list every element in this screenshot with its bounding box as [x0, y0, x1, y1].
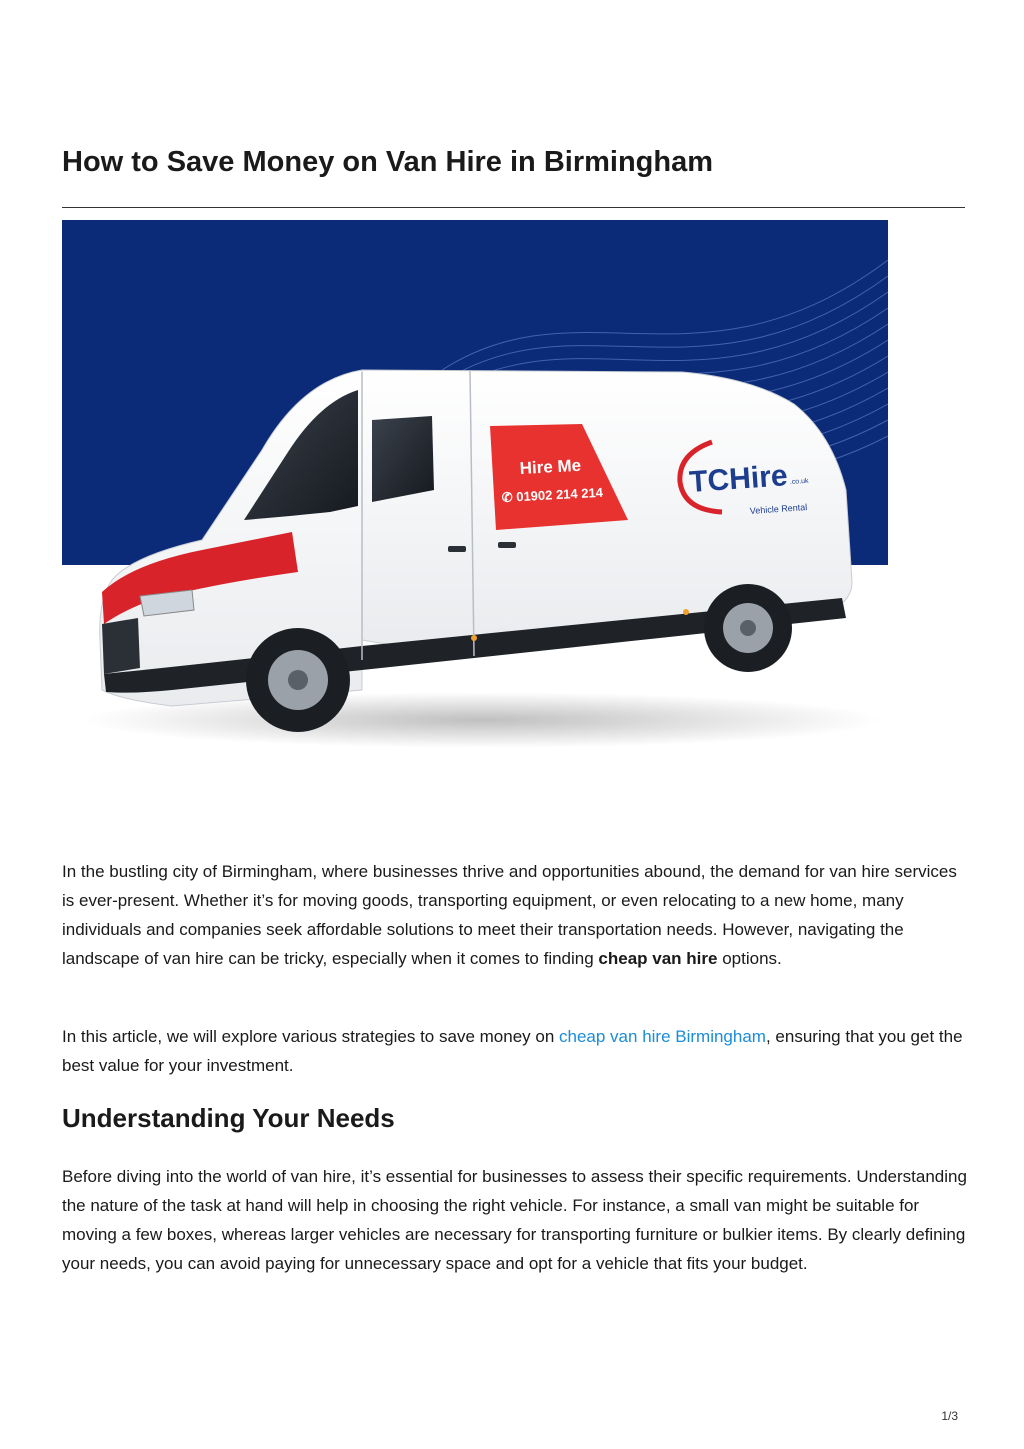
- intro-paragraph: In the bustling city of Birmingham, where businesses thrive and opportunities abound, the demand for van hire services is ever-present. Whether it’s for moving goods, transporting equipment, or even relocating to a new home, many individuals and companies seek affordable solutions to meet their transportation needs. However, navigating the landscape of van hire can be tricky, especially when it comes to finding cheap van hire options.: [62, 862, 957, 968]
- strategy-paragraph: In this article, we will explore various strategies to save money on cheap van hire Birmingham, ensuring that you get the best value for your investment.: [62, 1027, 963, 1075]
- svg-text:TCHire: TCHire: [688, 459, 789, 499]
- hero-image: [62, 220, 888, 826]
- svg-text:✆ 01902 214 214: ✆ 01902 214 214: [501, 484, 604, 505]
- bold-keyword: cheap van hire: [598, 949, 718, 968]
- title-divider: [62, 207, 965, 208]
- svg-text:Vehicle Rental: Vehicle Rental: [749, 502, 808, 516]
- svg-text:.co.uk: .co.uk: [789, 477, 809, 486]
- page-title: How to Save Money on Van Hire in Birmingham: [62, 146, 713, 178]
- section-heading: Understanding Your Needs: [62, 1103, 395, 1133]
- needs-paragraph: Before diving into the world of van hire, it’s essential for businesses to assess their specific requirements. Understanding the nature of the task at hand will help in choosing the right vehicle. For instance, a small van might be suitable for moving a few boxes, whereas larger vehicles are necessary for transporting furniture or bulkier items. By clearly defining your needs, you can avoid paying for unnecessary space and opt for a vehicle that fits your budget.: [62, 1167, 967, 1273]
- cheap-van-hire-link[interactable]: cheap van hire Birmingham: [559, 1027, 766, 1046]
- svg-text:Hire Me: Hire Me: [519, 455, 582, 478]
- page-number: 1/3: [941, 1409, 958, 1423]
